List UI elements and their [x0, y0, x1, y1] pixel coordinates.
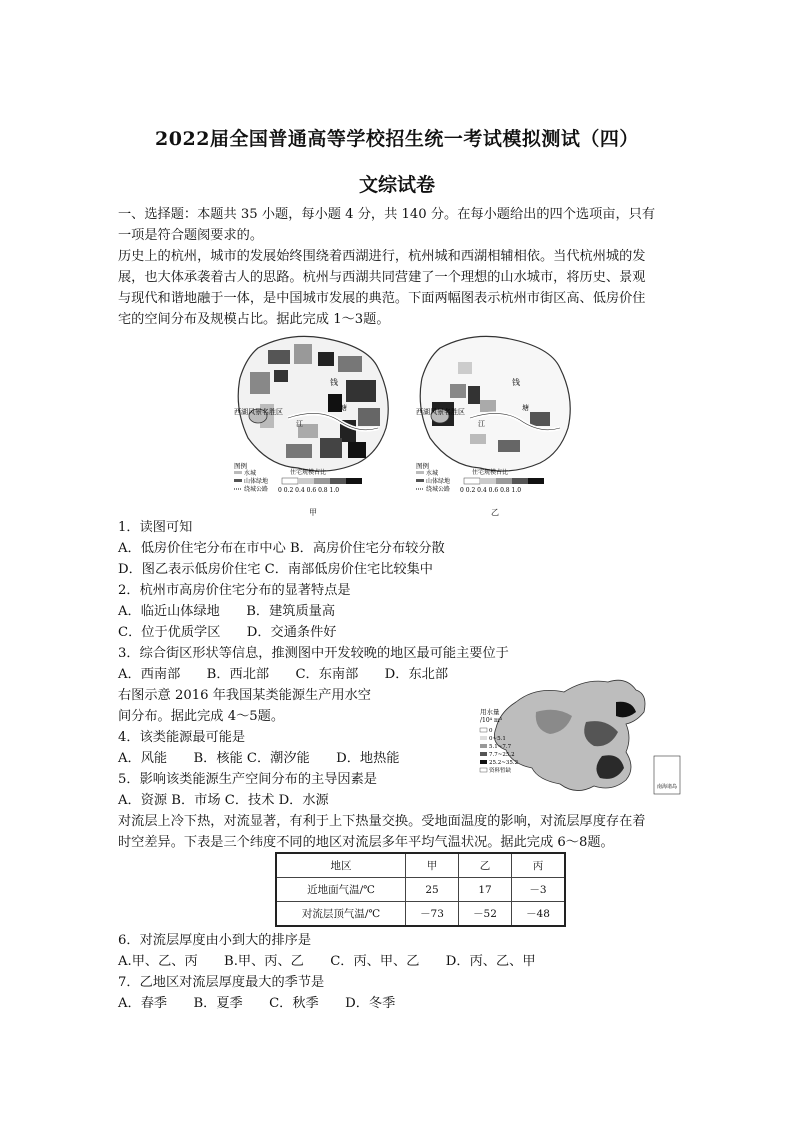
question-options: A．西南部 B．西北部 C．东南部 D．东北部 [118, 667, 449, 682]
question-options: C．位于优质学区 D．交通条件好 [118, 625, 337, 640]
passage-line: 历史上的杭州，城市的发展始终围绕着西湖进行，杭州城和西湖相辅相依。当代杭州城的发 [118, 249, 646, 264]
passage-line: 间分布。据此完成 4～5题。 [118, 709, 285, 724]
map-legend-green: 山体绿地 [244, 478, 269, 485]
cn-legend-item: 0~5.1 [489, 736, 506, 742]
cn-legend-unit: /10⁴ m³ [480, 717, 503, 724]
cn-legend-item: 0 [489, 728, 493, 734]
question-options: A.甲、乙、丙 B.甲、丙、乙 C．丙、甲、乙 D．丙、乙、甲 [118, 954, 536, 969]
question-options: A．临近山体绿地 B．建筑质量高 [118, 604, 336, 619]
table-cell: －52 [459, 902, 512, 927]
passage-line: 展，也大体承袭着古人的思路。杭州与西湖共同营建了一个理想的山水城市，将历史、景观 [118, 270, 646, 285]
map-label-westlake: 西湖风景名胜区 [416, 408, 465, 416]
map-scale-ticks: 0 0.2 0.4 0.6 0.8 1.0 [278, 487, 340, 494]
table-header: 乙 [459, 853, 512, 878]
hangzhou-map-a [228, 328, 398, 516]
passage-line: 时空差异。下表是三个纬度不同的地区对流层多年平均气温状况。据此完成 6～8题。 [118, 835, 614, 850]
section-intro-line: 一、选择题：本题共 35 小题，每小题 4 分，共 140 分。在每小题给出的四个选项亩，只有 [118, 207, 656, 222]
question-stem: 7．乙地区对流层厚度最大的季节是 [118, 975, 325, 990]
map-caption-a: 甲 [309, 508, 317, 517]
section-intro-line: 一项是符合题阂要求的。 [118, 228, 264, 243]
table-row [276, 902, 565, 927]
table-cell: 近地面气温/℃ [276, 878, 406, 902]
map-panel-a [228, 328, 398, 516]
hangzhou-maps-figure [228, 328, 580, 516]
passage-line: 宅的空间分布及规模占比。据此完成 1～3题。 [118, 312, 390, 327]
map-label-tang: 塘 [340, 404, 347, 412]
table-row [276, 878, 565, 902]
map-label-qian: 钱 [330, 378, 338, 387]
map-label-jiang: 江 [296, 420, 303, 428]
question-stem: 4．该类能源最可能是 [118, 730, 246, 745]
question-stem: 2．杭州市高房价住宅分布的显著特点是 [118, 583, 351, 598]
map-legend-title: 图例 [234, 462, 247, 470]
page-title: 2022届全国普通高等学校招生统一考试模拟测试（四） [155, 128, 639, 150]
passage-line: 对流层上冷下热，对流显著，有利于上下热量交换。受地面温度的影响，对流层厚度存在着 [118, 814, 646, 829]
map-panel-b [410, 328, 580, 516]
map-label-jiang: 江 [478, 420, 485, 428]
map-caption-b: 乙 [491, 508, 499, 517]
map-legend-green: 山体绿地 [426, 478, 451, 485]
table-cell: －73 [406, 902, 459, 927]
question-options: A．风能 B．核能 C．潮汐能 D．地热能 [118, 751, 400, 766]
table-header-row [276, 853, 565, 878]
cn-legend-title: 用水量 [480, 708, 500, 716]
question-options: A．资源 B．市场 C．技术 D．水源 [118, 793, 329, 808]
cn-legend-item: 5.1~7.7 [489, 744, 512, 750]
china-energy-map [476, 672, 688, 802]
passage-line: 与现代和谐地融于一体，是中国城市发展的典范。下面两幅图表示杭州市街区高、低房价住 [118, 291, 646, 306]
page-subtitle: 文综试卷 [358, 174, 435, 196]
table-cell: －3 [512, 878, 566, 902]
table-cell: －48 [512, 902, 566, 927]
table-cell: 25 [406, 878, 459, 902]
map-scale-title: 住宅规模占比 [290, 469, 327, 476]
map-label-tang: 塘 [522, 404, 529, 412]
question-stem: 1．读图可知 [118, 520, 193, 535]
table-header: 甲 [406, 853, 459, 878]
map-label-qian: 钱 [512, 378, 520, 387]
hangzhou-map-b [410, 328, 580, 516]
table-header: 地区 [276, 853, 406, 878]
temperature-table [275, 852, 566, 927]
table-header: 丙 [512, 853, 566, 878]
cn-map-inset: 南海诸岛 [657, 784, 678, 790]
question-options: A．春季 B．夏季 C．秋季 D．冬季 [118, 996, 396, 1011]
map-legend-title: 图例 [416, 462, 429, 470]
question-options: D．图乙表示低房价住宅 C．南部低房价住宅比较集中 [118, 562, 433, 577]
map-legend-road: 绕城公路 [244, 486, 269, 493]
map-legend-water: 水城 [426, 470, 439, 477]
question-stem: 5．影响该类能源生产空间分布的主导因素是 [118, 772, 377, 787]
question-options: A．低房价住宅分布在市中心 B．高房价住宅分布较分散 [118, 541, 445, 556]
cn-legend-item: 25.2~35.2 [489, 760, 519, 766]
map-scale-ticks: 0 0.2 0.4 0.6 0.8 1.0 [460, 487, 522, 494]
cn-legend-item: 7.7~25.2 [489, 752, 515, 758]
map-scale-title: 住宅规模占比 [472, 469, 509, 476]
table-cell: 17 [459, 878, 512, 902]
question-stem: 3．综合街区形状等信息，推测图中开发较晚的地区最可能主要位于 [118, 646, 509, 661]
table-cell: 对流层顶气温/℃ [276, 902, 406, 927]
passage-line: 右图示意 2016 年我国某类能源生产用水空 [118, 688, 371, 703]
map-legend-road: 绕城公路 [426, 486, 451, 493]
china-map-svg [476, 672, 688, 802]
cn-legend-item: 资料暂缺 [489, 768, 512, 774]
map-legend-water: 水城 [244, 470, 257, 477]
question-stem: 6．对流层厚度由小到大的排序是 [118, 933, 312, 948]
map-label-westlake: 西湖风景名胜区 [234, 408, 283, 416]
